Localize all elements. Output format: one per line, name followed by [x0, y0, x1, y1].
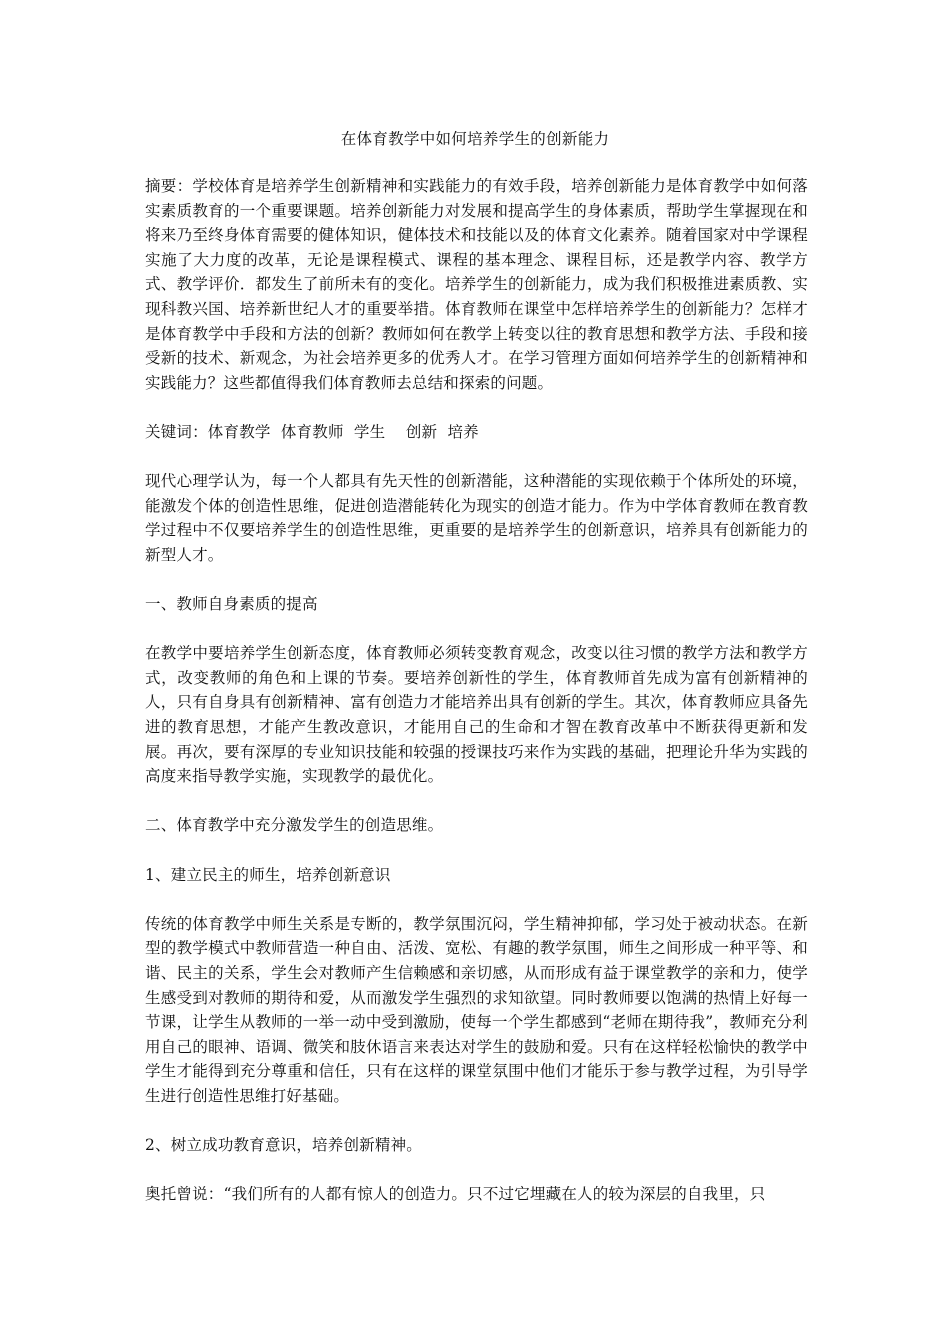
document-title: 在体育教学中如何培养学生的创新能力 — [340, 130, 610, 148]
abstract-paragraph: 摘要：学校体育是培养学生创新精神和实践能力的有效手段，培养创新能力是体育教学中如何落实素质教育的一个重要课题。培养创新能力对发展和提高学生的身体素质，帮助学生掌握现在和将来乃至终身体育需要的健体知识，健体技术和技能以及的体育文化素养。随着国家对中学课程实施了大力度的改革，无论是课程模式、课程的基本理念、课程目标，还是教学内容、教学方式、教学评价．都发生了前所未有的变化。培养学生的创新能力，成为我们积极推进素质教、实现科教兴国、培养新世纪人才的重要举措。体育教师在课堂中怎样培养学生的创新能力？怎样才是体育教学中手段和方法的创新？教师如何在教学上转变以往的教育思想和教学方法、手段和接受新的技术、新观念，为社会培养更多的优秀人才。在学习管理方面如何培养学生的创新精神和实践能力？这些都值得我们体育教师去总结和探索的问题。 — [145, 177, 808, 392]
subsection-1-paragraph: 传统的体育教学中师生关系是专断的，教学氛围沉闷，学生精神抑郁，学习处于被动状态。在新型的教学模式中教师营造一种自由、活泼、宽松、有趣的教学氛围，师生之间形成一种平等、和谐、民主的关系，学生会对教师产生信赖感和亲切感，从而形成有益于课堂教学的亲和力，使学生感受到对教师的期待和爱，从而激发学生强烈的求知欲望。同时教师要以饱满的热情上好每一节课，让学生从教师的一举一动中受到激励，使每一个学生都感到“老师在期待我”，教师充分利用自己的眼神、语调、微笑和肢休语言来表达对学生的鼓励和爱。只有在这样轻松愉快的教学中学生才能得到充分尊重和信任，只有在这样的课堂氛围中他们才能乐于参与教学过程，为引导学生进行创造性思维打好基础。 — [145, 914, 808, 1105]
subsection-2-heading: 2、树立成功教育意识，培养创新精神。 — [145, 1136, 422, 1155]
subsection-1-heading: 1、建立民主的师生，培养创新意识 — [145, 865, 391, 884]
section-1-paragraph: 在教学中要培养学生创新态度，体育教师必须转变教育观念，改变以往习惯的教学方法和教学方式，改变教师的角色和上课的节奏。要培养创新性的学生，体育教师首先成为富有创新精神的人，只有自身具有创新精神、富有创造力才能培养出具有创新的学生。其次，体育教师应具备先进的教育思想，才能产生教改意识，才能用自己的生命和才智在教育改革中不断获得更新和发展。再次，要有深厚的专业知识技能和较强的授课技巧来作为实践的基础，把理论升华为实践的高度来指导教学实施，实现教学的最优化。 — [145, 644, 808, 786]
document-body — [145, 174, 808, 1232]
keywords-line: 关键词：体育教学 体育教师 学生 创新 培养 — [145, 422, 479, 441]
subsection-2-paragraph: 奥托曾说：“我们所有的人都有惊人的创造力。只不过它埋藏在人的较为深层的自我里，只 — [145, 1185, 766, 1204]
section-1-heading: 一、教师自身素质的提高 — [145, 595, 318, 614]
section-2-heading: 二、体育教学中充分激发学生的创造思维。 — [145, 816, 444, 835]
intro-paragraph: 现代心理学认为，每一个人都具有先天性的创新潜能，这种潜能的实现依赖于个体所处的环境，能激发个体的创造性思维，促进创造潜能转化为现实的创造才能力。作为中学体育教师在教育教学过程中不仅要培养学生的创造性思维，更重要的是培养学生的创新意识，培养具有创新能力的新型人才。 — [145, 472, 808, 564]
